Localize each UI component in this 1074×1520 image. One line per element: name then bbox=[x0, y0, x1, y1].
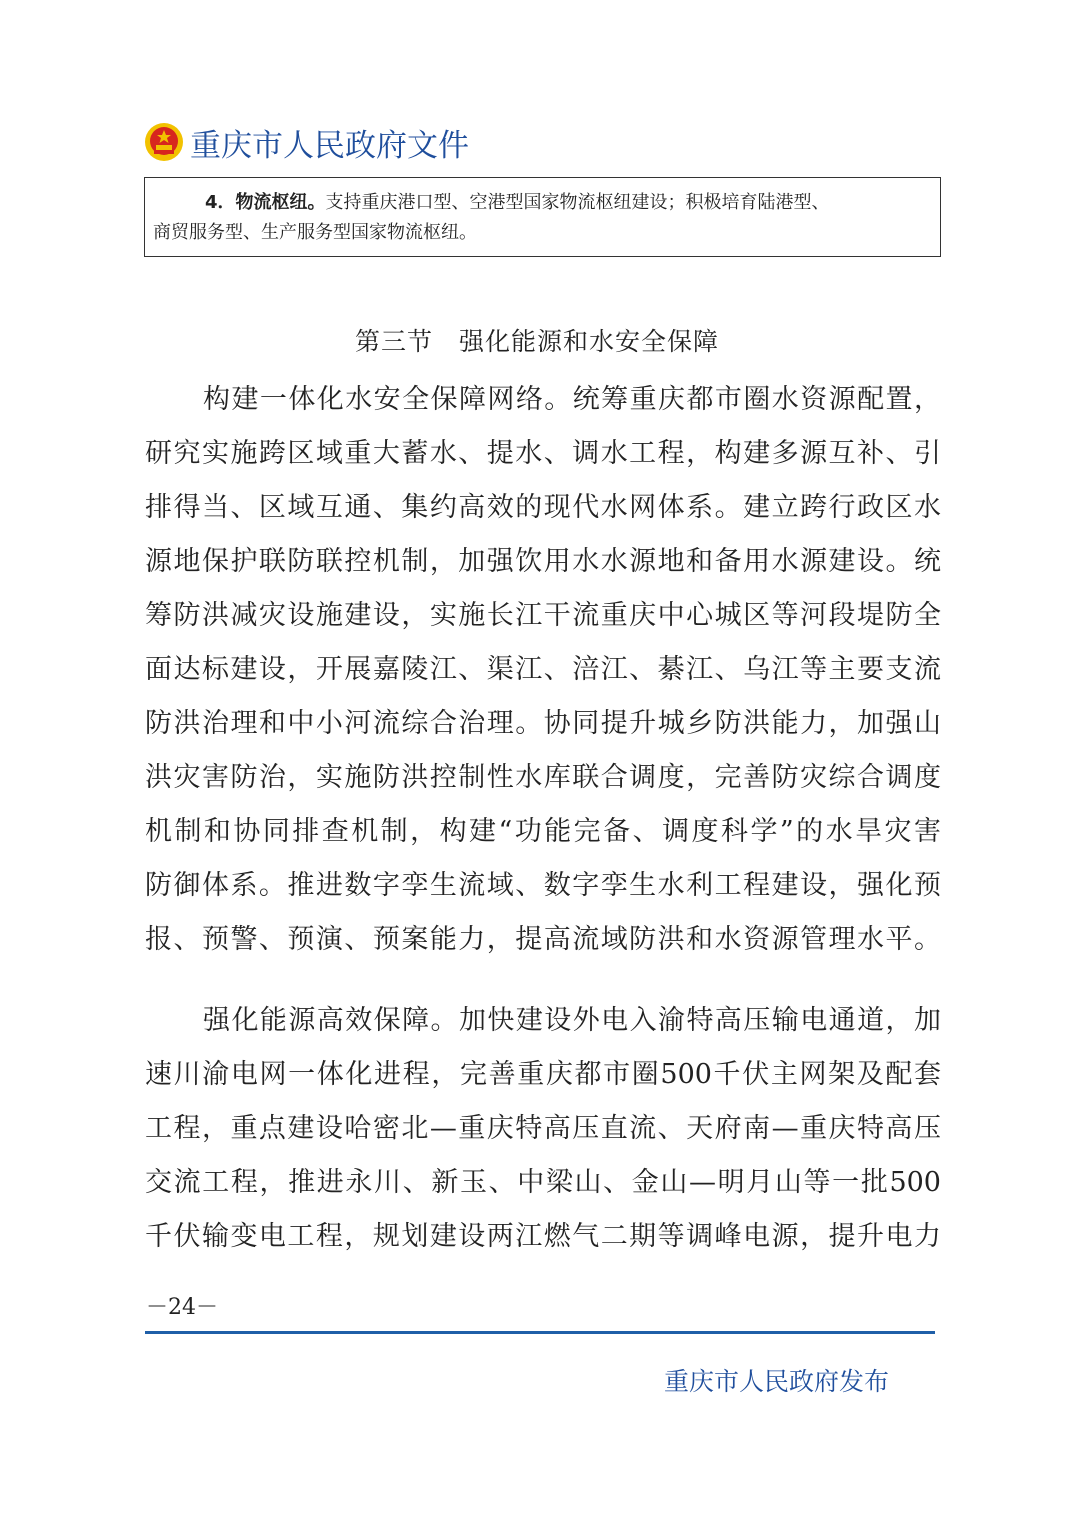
paragraph-line: 机制和协同排查机制，构建“功能完备、调度科学”的水旱灾害 bbox=[145, 816, 941, 847]
footer-divider bbox=[145, 1331, 935, 1334]
paragraph-line: 构建一体化水安全保障网络。统筹重庆都市圈水资源配置， bbox=[203, 384, 941, 415]
paragraph-line: 面达标建设，开展嘉陵江、渠江、涪江、綦江、乌江等主要支流 bbox=[145, 654, 941, 685]
footer-publisher: 重庆市人民政府发布 bbox=[664, 1367, 890, 1396]
paragraph-line: 源地保护联防联控机制，加强饮用水水源地和备用水源建设。统 bbox=[145, 546, 941, 577]
paragraph-line: 洪灾害防治，实施防洪控制性水库联合调度，完善防灾综合调度 bbox=[145, 762, 941, 793]
paragraph-line: 速川渝电网一体化进程，完善重庆都市圈500千伏主网架及配套 bbox=[145, 1059, 941, 1090]
paragraph-line: 千伏输变电工程，规划建设两江燃气二期等调峰电源，提升电力 bbox=[145, 1221, 941, 1252]
paragraph-line: 防御体系。推进数字孪生流域、数字孪生水利工程建设，强化预 bbox=[145, 870, 941, 901]
paragraph-line: 强化能源高效保障。加快建设外电入渝特高压输电通道，加 bbox=[203, 1005, 941, 1036]
paragraph-line: 交流工程，推进永川、新玉、中梁山、金山—明月山等一批500 bbox=[145, 1167, 941, 1198]
paragraph-line: 报、预警、预演、预案能力，提高流域防洪和水资源管理水平。 bbox=[145, 924, 941, 955]
box-text: 支持重庆港口型、空港型国家物流枢纽建设；积极培育陆港型、 bbox=[325, 192, 830, 213]
paragraph-line: 筹防洪减灾设施建设，实施长江干流重庆中心城区等河段堤防全 bbox=[145, 600, 941, 631]
box-line bbox=[153, 218, 932, 248]
box-label: 4．物流枢纽。 bbox=[205, 192, 326, 213]
page-number: －24－ bbox=[146, 1295, 218, 1320]
document-header-title: 重庆市人民政府文件 bbox=[190, 127, 469, 164]
national-emblem-icon bbox=[144, 122, 184, 162]
highlight-box bbox=[144, 177, 941, 257]
paragraph-line: 防洪治理和中小河流综合治理。协同提升城乡防洪能力，加强山 bbox=[145, 708, 941, 739]
box-line bbox=[153, 188, 932, 218]
section-title: 第三节 强化能源和水安全保障 bbox=[354, 327, 719, 356]
paragraph-line: 工程，重点建设哈密北—重庆特高压直流、天府南—重庆特高压 bbox=[145, 1113, 941, 1144]
document-header bbox=[144, 118, 469, 166]
paragraph-line: 排得当、区域互通、集约高效的现代水网体系。建立跨行政区水 bbox=[145, 492, 941, 523]
paragraph-line: 研究实施跨区域重大蓄水、提水、调水工程，构建多源互补、引 bbox=[145, 438, 941, 469]
box-text: 商贸服务型、生产服务型国家物流枢纽。 bbox=[153, 222, 477, 243]
